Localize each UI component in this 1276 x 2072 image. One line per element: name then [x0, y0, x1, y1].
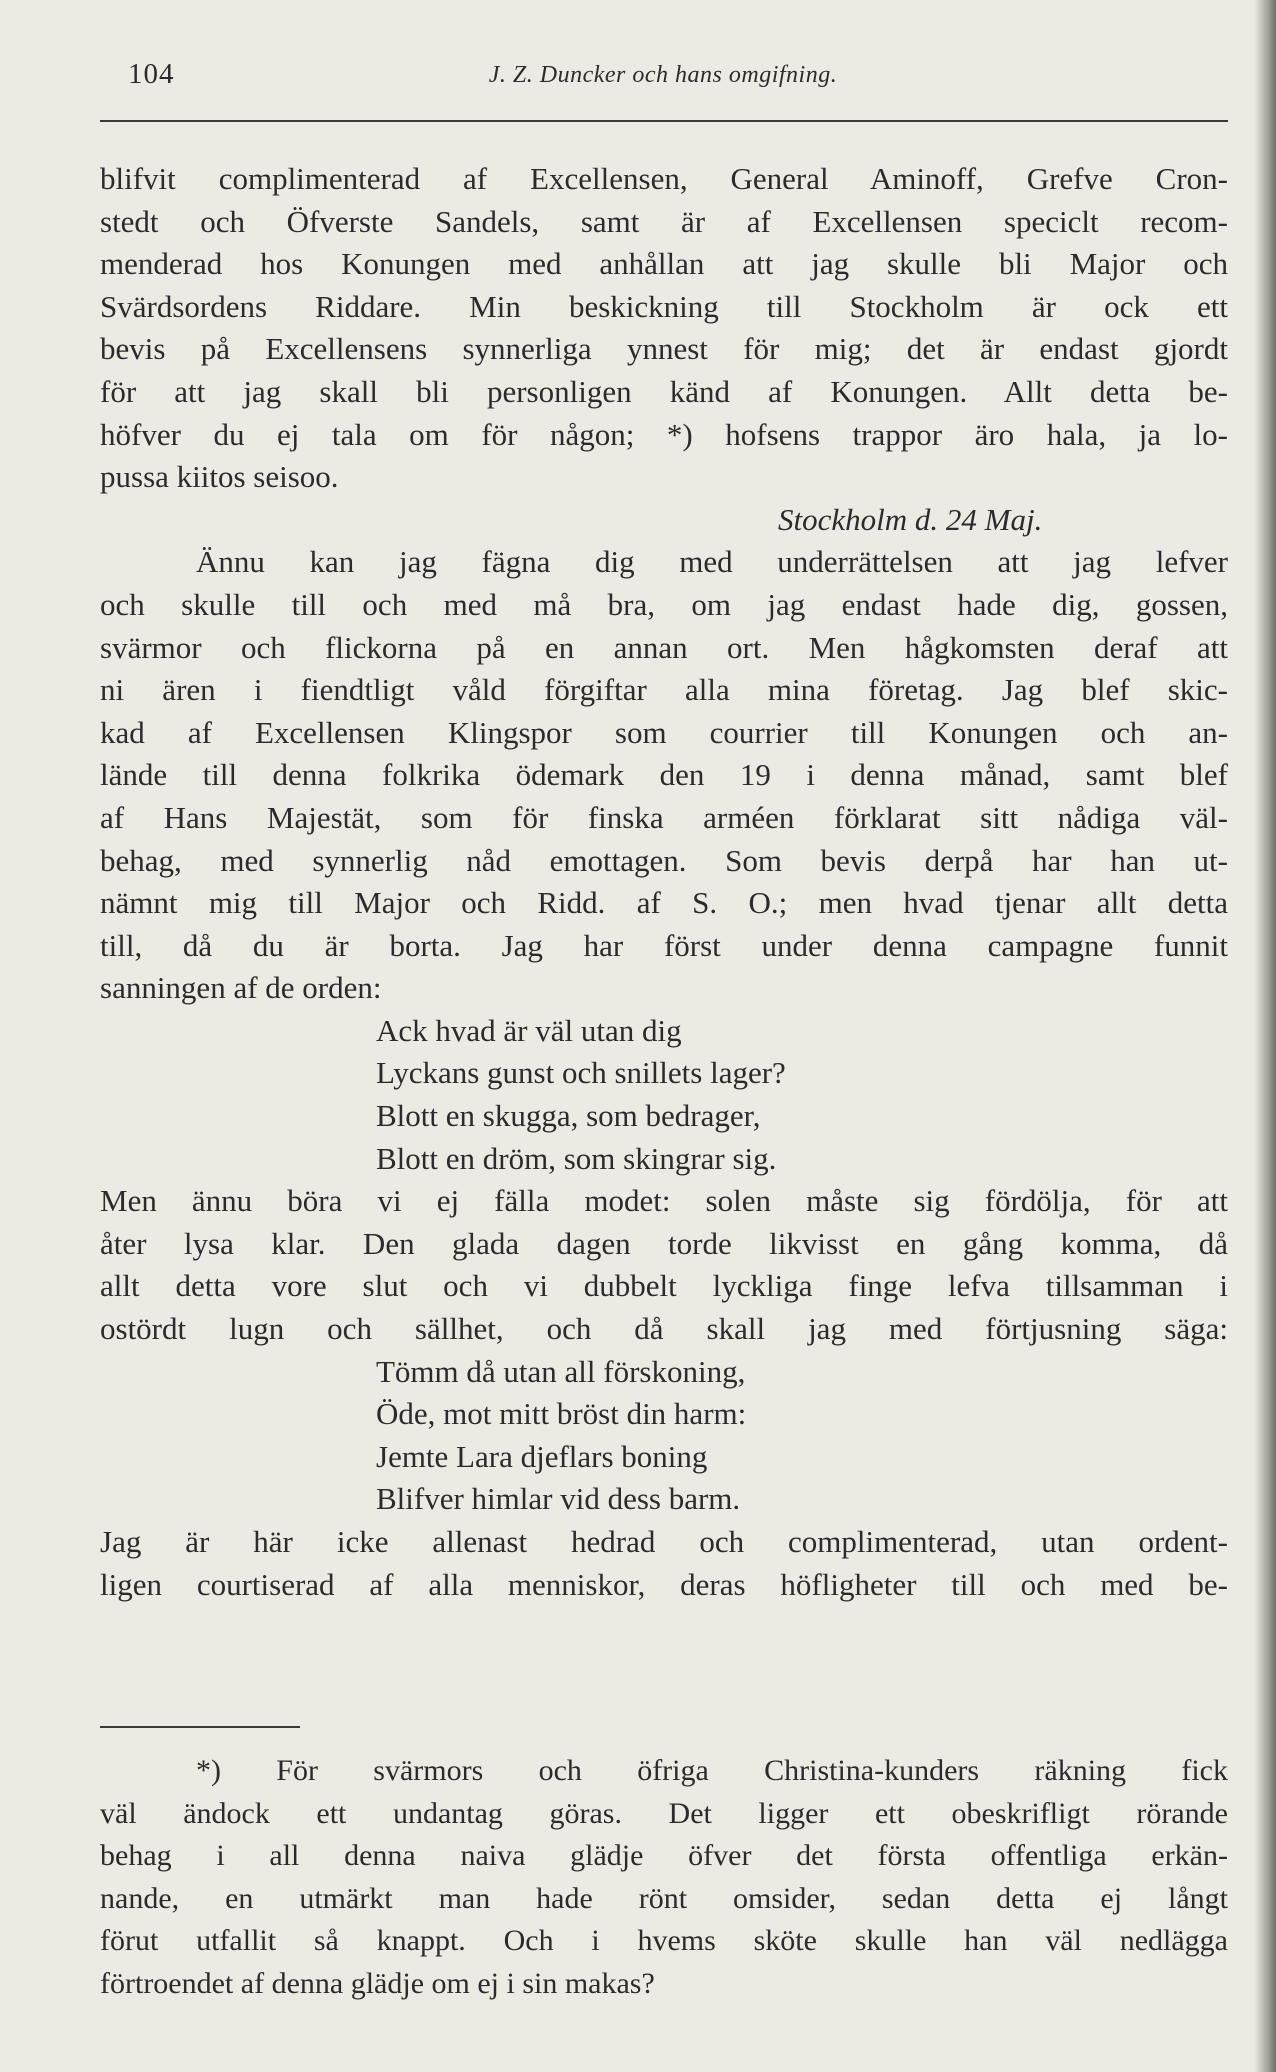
page-number: 104: [128, 58, 175, 90]
text-line: ligen courtiserad af alla menniskor, deras höfligheter till och med be-: [100, 1566, 1228, 1602]
footnote-line: förut utfallit så knappt. Och i hvems sköte skulle han väl nedlägga: [100, 1924, 1228, 1958]
text-line: ostördt lugn och sällhet, och då skall jag med förtjusning säga:: [100, 1311, 1228, 1347]
verse-line: Tömm då utan all förskoning,: [376, 1353, 746, 1389]
text-line: behag, med synnerlig nåd emottagen. Som bevis derpå har han ut-: [100, 842, 1228, 878]
verse-line: Blifver himlar vid dess barm.: [376, 1481, 741, 1517]
verse-line: Blott en dröm, som skingrar sig.: [376, 1140, 777, 1176]
text-line: menderad hos Konungen med anhållan att jag skulle bli Major och: [100, 246, 1228, 282]
text-line: Ännu kan jag fägna dig med underrättelsen att jag lefver: [196, 544, 1228, 580]
footnote-line: *) För svärmors och öfriga Christina-kunders räkning fick: [196, 1754, 1228, 1787]
text-line: svärmor och flickorna på en annan ort. Men hågkomsten deraf att: [100, 629, 1228, 665]
text-line: Jag är här icke allenast hedrad och complimenterad, utan ordent-: [100, 1524, 1228, 1559]
text-line: och skulle till och med må bra, om jag endast hade dig, gossen,: [100, 586, 1228, 622]
footnote-rule: [100, 1726, 300, 1728]
text-line: lände till denna folkrika ödemark den 19 i denna månad, samt blef: [100, 757, 1228, 793]
text-line: stedt och Öfverste Sandels, samt är af Excellensen speciclt recom-: [100, 203, 1228, 239]
footnote: [100, 1750, 1228, 2006]
text-line: höfver du ej tala om för någon; *) hofsens trappor äro hala, ja lo-: [100, 416, 1228, 452]
text-line: ni ären i fiendtligt våld förgiftar alla mina företag. Jag blef skic-: [100, 672, 1228, 708]
body-text: [100, 158, 1228, 1606]
header-rule: [100, 120, 1228, 122]
text-line: för att jag skall bli personligen känd af Konungen. Allt detta be-: [100, 373, 1228, 409]
verse-line: Lyckans gunst och snillets lager?: [376, 1055, 786, 1091]
running-title: J. Z. Duncker och hans omgifning.: [488, 62, 838, 88]
footnote-line: behag i all denna naiva glädje öfver det första offentliga erkän-: [100, 1839, 1228, 1873]
text-line: nämnt mig till Major och Ridd. af S. O.; men hvad tjenar allt detta: [100, 885, 1228, 921]
text-line: af Hans Majestät, som för finska arméen förklarat sitt nådiga väl-: [100, 799, 1228, 835]
text-line: Men ännu böra vi ej fälla modet: solen måste sig fördölja, för att: [100, 1183, 1228, 1219]
page-header: [98, 58, 1228, 98]
verse-line: Blott en skugga, som bedrager,: [376, 1098, 761, 1134]
text-line: allt detta vore slut och vi dubbelt lyckliga finge lefva tillsamman i: [100, 1268, 1228, 1304]
text-line: åter lysa klar. Den glada dagen torde likvisst en gång komma, då: [100, 1225, 1228, 1261]
text-line: till, då du är borta. Jag har först under denna campagne funnit: [100, 927, 1228, 963]
text-line: blifvit complimenterad af Excellensen, General Aminoff, Grefve Cron-: [100, 161, 1228, 196]
text-line: bevis på Excellensens synnerliga ynnest för mig; det är endast gjordt: [100, 331, 1228, 367]
verse-line: Ack hvad är väl utan dig: [376, 1012, 682, 1048]
verse-line: Jemte Lara djeflars boning: [376, 1438, 708, 1474]
footnote-line: nande, en utmärkt man hade rönt omsider, sedan detta ej långt: [100, 1881, 1228, 1915]
text-line: sanningen af de orden:: [100, 970, 382, 1006]
verse-line: Öde, mot mitt bröst din harm:: [376, 1396, 747, 1432]
text-line: pussa kiitos seisoo.: [100, 459, 339, 495]
text-line: Svärdsordens Riddare. Min beskickning till Stockholm är ock ett: [100, 288, 1228, 324]
footnote-line: förtroendet af denna glädje om ej i sin makas?: [100, 1966, 655, 2000]
footnote-line: väl ändock ett undantag göras. Det ligger ett obeskrifligt rörande: [100, 1796, 1228, 1830]
text-line: kad af Excellensen Klingspor som courrier till Konungen och an-: [100, 714, 1228, 750]
dateline: Stockholm d. 24 Maj.: [778, 501, 1043, 537]
